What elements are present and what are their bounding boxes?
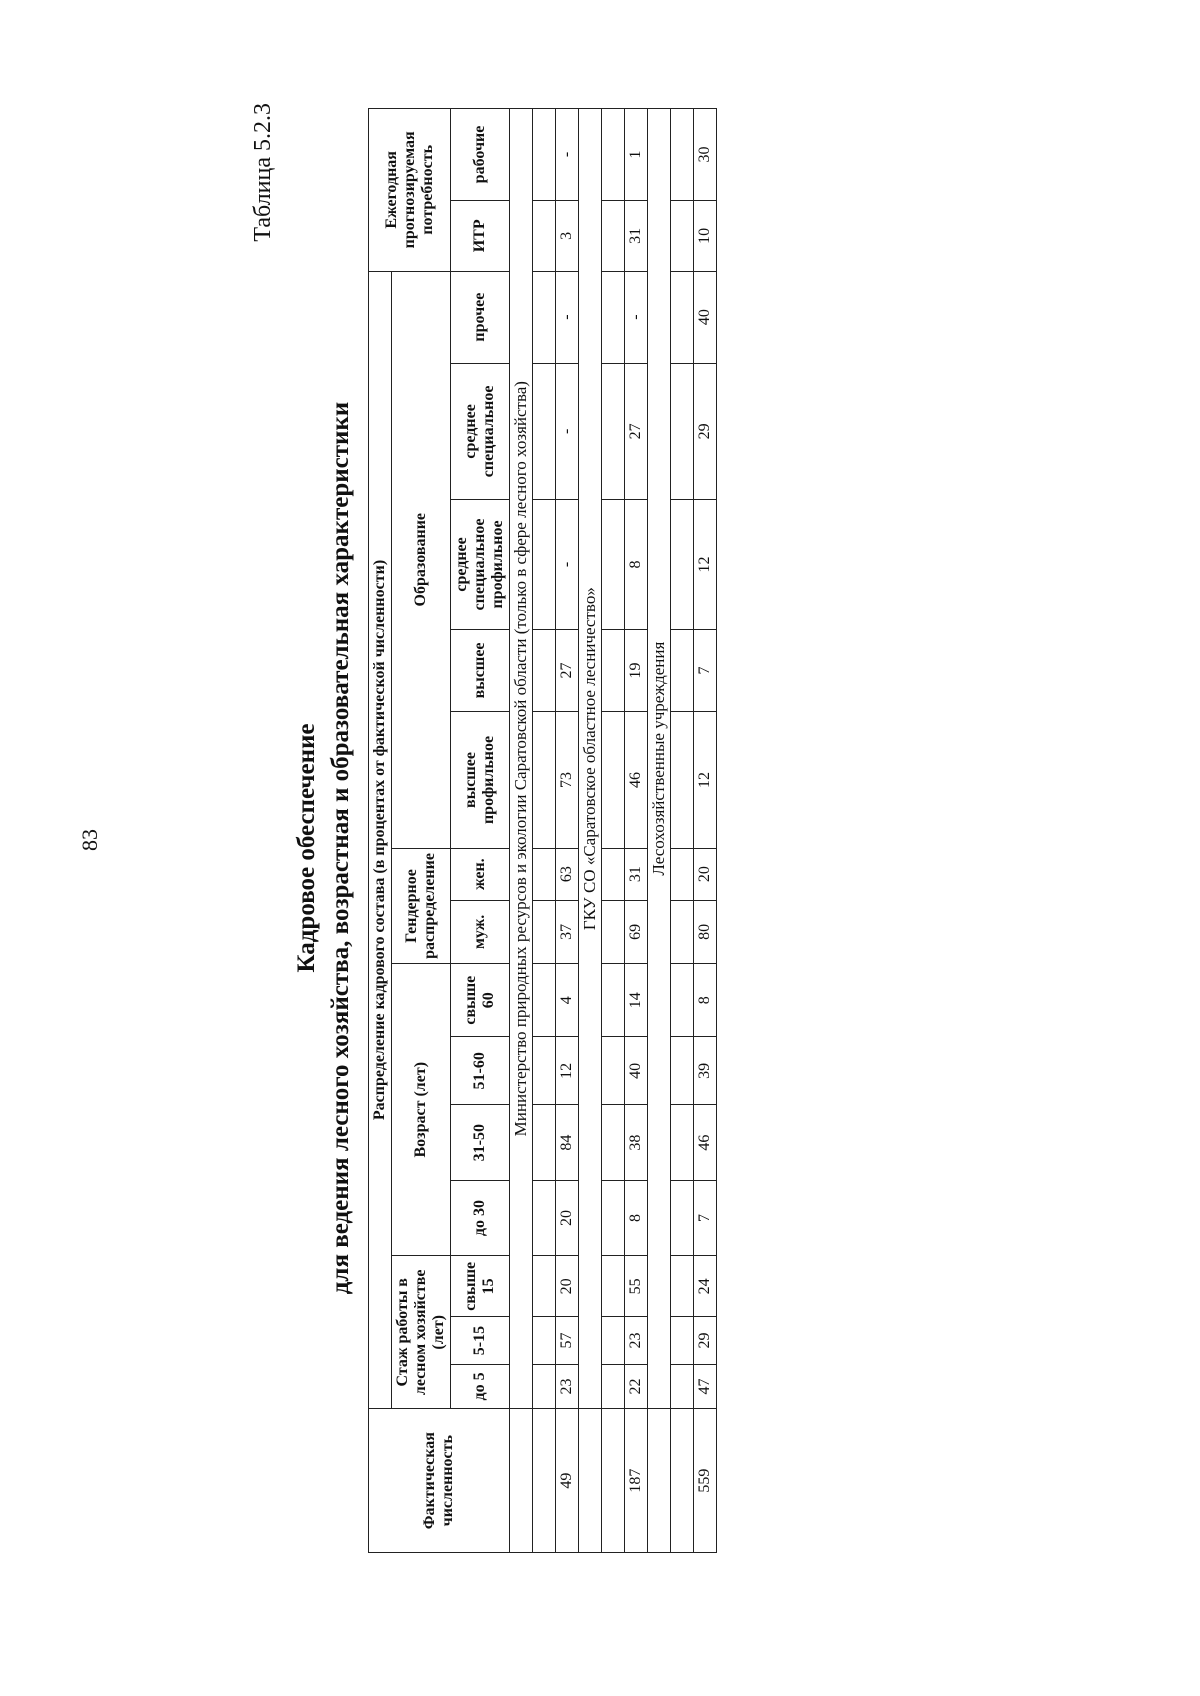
spacer-cell — [533, 363, 556, 500]
page-number: 83 — [77, 829, 102, 851]
spacer-cell — [671, 500, 694, 630]
header-edu-other: прочее — [451, 271, 510, 363]
table-cell: 31 — [625, 848, 648, 900]
header-exp-0-5: до 5 — [451, 1364, 510, 1409]
table-cell: 559 — [694, 1409, 717, 1553]
header-forecast: Ежегодная прогнозируемая потребность — [369, 109, 451, 272]
table-cell: 31 — [625, 200, 648, 271]
spacer-cell — [602, 900, 625, 964]
spacer-cell — [602, 1364, 625, 1409]
table-cell: 46 — [625, 712, 648, 849]
table-cell: 3 — [556, 200, 579, 271]
table-cell: 12 — [694, 500, 717, 630]
spacer-cell — [602, 629, 625, 711]
table-title — [290, 103, 358, 1593]
header-workers: рабочие — [451, 109, 510, 201]
spacer-cell — [671, 1317, 694, 1364]
table-cell: 14 — [625, 964, 648, 1037]
section-row — [579, 109, 602, 1553]
rotated-page-content — [250, 103, 950, 1593]
spacer-cell — [533, 900, 556, 964]
section-empty-cell — [579, 1409, 602, 1553]
spacer-cell — [671, 848, 694, 900]
header-exp-5-15: 5-15 — [451, 1317, 510, 1364]
table-cell: 20 — [556, 1256, 579, 1317]
header-edu-secondary-special: среднее специальное — [451, 363, 510, 500]
table-cell: 38 — [625, 1105, 648, 1180]
table-cell: 8 — [625, 500, 648, 630]
header-edu-higher: высшее — [451, 629, 510, 711]
header-age: Возраст (лет) — [392, 964, 451, 1256]
table-cell: 20 — [556, 1180, 579, 1255]
table-cell: 7 — [694, 1180, 717, 1255]
table-cell: 7 — [694, 629, 717, 711]
spacer-cell — [671, 629, 694, 711]
table-row — [625, 109, 648, 1553]
table-cell: 1 — [625, 109, 648, 201]
table-cell: 80 — [694, 900, 717, 964]
table-cell: 23 — [625, 1317, 648, 1364]
header-age-51-60: 51-60 — [451, 1037, 510, 1105]
section-title: Министерство природных ресурсов и экологии Саратовской области (только в сфере лесного хозяйства) — [510, 109, 533, 1409]
spacer-cell — [533, 109, 556, 201]
spacer-cell — [602, 109, 625, 201]
header-exp-15-plus: свыше 15 — [451, 1256, 510, 1317]
spacer-cell — [671, 1180, 694, 1255]
header-age-30: до 30 — [451, 1180, 510, 1255]
header-age-60-plus: свыше 60 — [451, 964, 510, 1037]
header-education: Образование — [392, 271, 451, 848]
table-cell: - — [556, 363, 579, 500]
table-cell: 73 — [556, 712, 579, 849]
section-empty-cell — [510, 1409, 533, 1553]
spacer-cell — [671, 1105, 694, 1180]
table-cell: 40 — [694, 271, 717, 363]
title-line-1: Кадровое обеспечение — [293, 723, 320, 973]
table-cell: 8 — [694, 964, 717, 1037]
table-cell: - — [556, 271, 579, 363]
table-cell: 27 — [625, 363, 648, 500]
section-title: ГКУ СО «Саратовское областное лесничество» — [579, 109, 602, 1409]
spacer-cell — [671, 109, 694, 201]
table-label: Таблица 5.2.3 — [250, 103, 276, 242]
spacer-cell — [602, 848, 625, 900]
table-cell: 55 — [625, 1256, 648, 1317]
spacer-cell — [671, 1364, 694, 1409]
spacer-cell — [533, 1256, 556, 1317]
table-cell: 69 — [625, 900, 648, 964]
table-cell: 30 — [694, 109, 717, 201]
spacer-cell — [671, 271, 694, 363]
spacer-cell — [533, 1180, 556, 1255]
section-empty-cell — [648, 1409, 671, 1553]
section-row — [648, 109, 671, 1553]
header-distribution: Распределение кадрового состава (в процентах от фактической численности) — [369, 271, 392, 1409]
spacer-cell — [533, 271, 556, 363]
spacer-cell — [533, 848, 556, 900]
spacer-cell — [533, 1105, 556, 1180]
table-cell: 47 — [694, 1364, 717, 1409]
table-cell: 37 — [556, 900, 579, 964]
spacer-cell — [533, 500, 556, 630]
spacer-cell — [533, 1037, 556, 1105]
table-cell: 27 — [556, 629, 579, 711]
spacer-cell — [602, 500, 625, 630]
spacer-cell — [533, 1317, 556, 1364]
spacer-cell — [602, 964, 625, 1037]
table-cell: 12 — [694, 712, 717, 849]
spacer-cell — [602, 200, 625, 271]
table-cell: - — [625, 271, 648, 363]
header-actual-count: Фактическая численность — [369, 1409, 510, 1553]
staff-table — [368, 108, 717, 1553]
table-cell: - — [556, 500, 579, 630]
section-row — [510, 109, 533, 1553]
table-cell: 187 — [625, 1409, 648, 1553]
spacer-cell — [533, 1409, 556, 1553]
table-row — [694, 109, 717, 1553]
spacer-cell — [671, 1037, 694, 1105]
table-cell: 19 — [625, 629, 648, 711]
spacer-cell — [602, 1409, 625, 1553]
spacer-cell — [602, 712, 625, 849]
section-title: Лесохозяйственные учреждения — [648, 109, 671, 1409]
spacer-cell — [533, 200, 556, 271]
table-cell: 4 — [556, 964, 579, 1037]
staff-table-wrapper — [368, 108, 717, 1553]
table-cell: 57 — [556, 1317, 579, 1364]
spacer-row — [671, 109, 694, 1553]
title-line-2: для ведения лесного хозяйства, возрастная и образовательная характеристики — [327, 401, 354, 1295]
table-cell: 22 — [625, 1364, 648, 1409]
header-gender: Гендерное распределение — [392, 848, 451, 963]
table-cell: 8 — [625, 1180, 648, 1255]
spacer-row — [533, 109, 556, 1553]
table-cell: 49 — [556, 1409, 579, 1553]
table-cell: 46 — [694, 1105, 717, 1180]
table-cell: 40 — [625, 1037, 648, 1105]
spacer-cell — [671, 1409, 694, 1553]
spacer-row — [602, 109, 625, 1553]
table-cell: 29 — [694, 1317, 717, 1364]
table-cell: - — [556, 109, 579, 201]
spacer-cell — [602, 1256, 625, 1317]
header-male: муж. — [451, 900, 510, 964]
spacer-cell — [533, 1364, 556, 1409]
table-cell: 10 — [694, 200, 717, 271]
spacer-cell — [671, 363, 694, 500]
header-experience: Стаж работы в лесном хозяйстве (лет) — [392, 1256, 451, 1409]
header-female: жен. — [451, 848, 510, 900]
spacer-cell — [602, 1105, 625, 1180]
spacer-cell — [533, 964, 556, 1037]
table-cell: 20 — [694, 848, 717, 900]
spacer-cell — [671, 200, 694, 271]
spacer-cell — [602, 363, 625, 500]
spacer-cell — [671, 964, 694, 1037]
spacer-cell — [602, 1037, 625, 1105]
table-cell: 63 — [556, 848, 579, 900]
header-edu-higher-prof: высшее профильное — [451, 712, 510, 849]
staff-table-body — [510, 109, 717, 1553]
table-cell: 84 — [556, 1105, 579, 1180]
header-edu-secondary-special-prof: среднее специальное профильное — [451, 500, 510, 630]
table-cell: 24 — [694, 1256, 717, 1317]
spacer-cell — [671, 712, 694, 849]
table-row — [556, 109, 579, 1553]
table-cell: 39 — [694, 1037, 717, 1105]
spacer-cell — [602, 271, 625, 363]
spacer-cell — [671, 1256, 694, 1317]
spacer-cell — [602, 1317, 625, 1364]
table-cell: 12 — [556, 1037, 579, 1105]
header-itr: ИТР — [451, 200, 510, 271]
spacer-cell — [671, 900, 694, 964]
spacer-cell — [602, 1180, 625, 1255]
table-cell: 29 — [694, 363, 717, 500]
spacer-cell — [533, 712, 556, 849]
header-age-31-50: 31-50 — [451, 1105, 510, 1180]
table-cell: 23 — [556, 1364, 579, 1409]
spacer-cell — [533, 629, 556, 711]
